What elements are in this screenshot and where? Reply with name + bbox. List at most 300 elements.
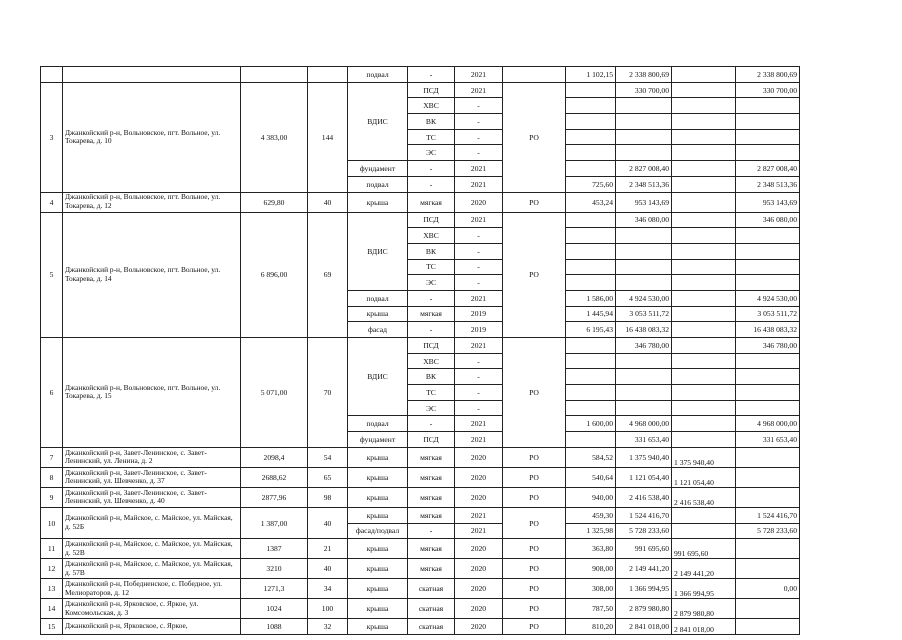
row-number: 9 xyxy=(41,487,63,507)
total-cell xyxy=(736,98,800,114)
volume-cell xyxy=(566,161,616,177)
work-type-cell: крыша xyxy=(348,599,408,619)
total-cell: 330 700,00 xyxy=(736,82,800,98)
funding-cell xyxy=(672,243,736,259)
funding-cell xyxy=(672,432,736,448)
ro-cell: РО xyxy=(503,579,566,599)
work-type-cell: подвал xyxy=(348,176,408,192)
total-cell xyxy=(736,129,800,145)
volume-cell: 1 586,00 xyxy=(566,290,616,306)
funding-cell: 1 366 994,95 xyxy=(672,579,736,599)
year-cell: 2020 xyxy=(455,467,503,487)
work-subtype-cell: мягкая xyxy=(408,467,455,487)
work-subtype-cell: скатная xyxy=(408,579,455,599)
ro-cell: РО xyxy=(503,559,566,579)
work-subtype-cell: мягкая xyxy=(408,539,455,559)
year-cell: - xyxy=(455,259,503,275)
work-subtype-cell: скатная xyxy=(408,599,455,619)
funding-cell xyxy=(672,259,736,275)
work-subtype-cell: ПСД xyxy=(408,212,455,228)
work-subtype-cell: ЭС xyxy=(408,145,455,161)
address-cell: Джанкойский р-н, Майское, с. Майское, ул. Майская, д. 57В xyxy=(63,559,241,579)
work-type-cell: ВДИС xyxy=(348,212,408,290)
volume-cell: 584,52 xyxy=(566,447,616,467)
area-cell: 1271,3 xyxy=(241,579,308,599)
area-cell: 5 071,00 xyxy=(241,338,308,448)
cost-cell: 2 338 800,69 xyxy=(616,67,672,83)
total-cell xyxy=(736,539,800,559)
volume-cell: 363,80 xyxy=(566,539,616,559)
year-cell: 2021 xyxy=(455,507,503,523)
volume-cell xyxy=(566,259,616,275)
funding-cell xyxy=(672,176,736,192)
work-type-cell: крыша xyxy=(348,306,408,322)
total-cell: 5 728 233,60 xyxy=(736,523,800,539)
work-subtype-cell: скатная xyxy=(408,619,455,635)
work-subtype-cell: ХВС xyxy=(408,353,455,369)
area-cell: 629,80 xyxy=(241,192,308,212)
count-cell: 69 xyxy=(308,212,348,338)
work-type-cell: подвал xyxy=(348,67,408,83)
volume-cell: 940,00 xyxy=(566,487,616,507)
work-type-cell: ВДИС xyxy=(348,338,408,416)
cost-cell xyxy=(616,98,672,114)
volume-cell xyxy=(566,338,616,354)
funding-cell xyxy=(672,82,736,98)
work-subtype-cell: мягкая xyxy=(408,507,455,523)
volume-cell: 1 102,15 xyxy=(566,67,616,83)
work-subtype-cell: ВК xyxy=(408,243,455,259)
area-cell: 1 387,00 xyxy=(241,507,308,538)
work-type-cell: крыша xyxy=(348,447,408,467)
cost-cell xyxy=(616,275,672,291)
funding-cell xyxy=(672,67,736,83)
count-cell: 100 xyxy=(308,599,348,619)
row-number: 5 xyxy=(41,212,63,338)
table-row xyxy=(41,619,800,635)
funding-cell xyxy=(672,523,736,539)
total-cell xyxy=(736,447,800,467)
work-subtype-cell: мягкая xyxy=(408,487,455,507)
year-cell: 2020 xyxy=(455,579,503,599)
count-cell: 70 xyxy=(308,338,348,448)
volume-cell xyxy=(566,228,616,244)
year-cell: - xyxy=(455,129,503,145)
work-type-cell: крыша xyxy=(348,487,408,507)
ro-cell: РО xyxy=(503,539,566,559)
count-cell: 144 xyxy=(308,82,348,192)
cost-cell: 16 438 083,32 xyxy=(616,322,672,338)
cost-cell: 2 348 513,36 xyxy=(616,176,672,192)
address-cell: Джанкойский р-н, Завет-Ленинское, с. Завет-Ленинский, ул. Шевченко, д. 37 xyxy=(63,467,241,487)
volume-cell: 540,64 xyxy=(566,467,616,487)
year-cell: 2020 xyxy=(455,619,503,635)
total-cell: 346 780,00 xyxy=(736,338,800,354)
total-cell: 953 143,69 xyxy=(736,192,800,212)
area-cell xyxy=(241,67,308,83)
cost-cell: 4 968 000,00 xyxy=(616,416,672,432)
work-subtype-cell: ЭС xyxy=(408,400,455,416)
table-row xyxy=(41,579,800,599)
total-cell: 4 968 000,00 xyxy=(736,416,800,432)
address-cell: Джанкойский р-н, Завет-Ленинское, с. Завет-Ленинский, ул. Ленина, д. 2 xyxy=(63,447,241,467)
row-number: 6 xyxy=(41,338,63,448)
address-cell: Джанкойский р-н, Ярковское, с. Яркое, ул. Комсомольская, д. 3 xyxy=(63,599,241,619)
count-cell: 34 xyxy=(308,579,348,599)
cost-cell: 2 416 538,40 xyxy=(616,487,672,507)
total-cell xyxy=(736,243,800,259)
table-row xyxy=(41,82,800,98)
funding-cell xyxy=(672,416,736,432)
volume-cell: 787,50 xyxy=(566,599,616,619)
cost-cell: 1 366 994,95 xyxy=(616,579,672,599)
volume-cell: 459,30 xyxy=(566,507,616,523)
cost-cell: 4 924 530,00 xyxy=(616,290,672,306)
year-cell: - xyxy=(455,98,503,114)
volume-cell xyxy=(566,400,616,416)
row-number: 7 xyxy=(41,447,63,467)
cost-cell: 991 695,60 xyxy=(616,539,672,559)
cost-cell xyxy=(616,145,672,161)
total-cell xyxy=(736,599,800,619)
volume-cell xyxy=(566,275,616,291)
funding-cell xyxy=(672,306,736,322)
work-subtype-cell: - xyxy=(408,416,455,432)
work-subtype-cell: ВК xyxy=(408,114,455,130)
ro-cell: РО xyxy=(503,82,566,192)
volume-cell: 6 195,43 xyxy=(566,322,616,338)
total-cell xyxy=(736,259,800,275)
year-cell: - xyxy=(455,114,503,130)
cost-cell xyxy=(616,353,672,369)
year-cell: 2020 xyxy=(455,559,503,579)
cost-cell xyxy=(616,243,672,259)
total-cell xyxy=(736,114,800,130)
row-number xyxy=(41,67,63,83)
work-type-cell: фасад/подвал xyxy=(348,523,408,539)
total-cell xyxy=(736,487,800,507)
year-cell: 2020 xyxy=(455,487,503,507)
count-cell: 40 xyxy=(308,507,348,538)
volume-cell: 725,60 xyxy=(566,176,616,192)
funding-cell xyxy=(672,369,736,385)
work-subtype-cell: - xyxy=(408,523,455,539)
volume-cell: 308,00 xyxy=(566,579,616,599)
total-cell: 4 924 530,00 xyxy=(736,290,800,306)
ro-cell: РО xyxy=(503,599,566,619)
total-cell xyxy=(736,369,800,385)
volume-cell xyxy=(566,385,616,401)
funding-cell xyxy=(672,212,736,228)
cost-cell: 1 375 940,40 xyxy=(616,447,672,467)
funding-cell xyxy=(672,192,736,212)
cost-cell: 2 841 018,00 xyxy=(616,619,672,635)
cost-cell xyxy=(616,114,672,130)
work-subtype-cell: ТС xyxy=(408,259,455,275)
cost-cell xyxy=(616,400,672,416)
area-cell: 3210 xyxy=(241,559,308,579)
volume-cell xyxy=(566,432,616,448)
volume-cell: 810,20 xyxy=(566,619,616,635)
total-cell xyxy=(736,145,800,161)
area-cell: 2877,96 xyxy=(241,487,308,507)
cost-cell xyxy=(616,228,672,244)
total-cell xyxy=(736,619,800,635)
total-cell: 0,00 xyxy=(736,579,800,599)
address-cell: Джанкойский р-н, Майское, с. Майское, ул. Майская, д. 52Б xyxy=(63,507,241,538)
year-cell: 2020 xyxy=(455,599,503,619)
total-cell: 2 348 513,36 xyxy=(736,176,800,192)
work-subtype-cell: ХВС xyxy=(408,228,455,244)
year-cell: - xyxy=(455,275,503,291)
table-row xyxy=(41,67,800,83)
work-subtype-cell: мягкая xyxy=(408,559,455,579)
work-subtype-cell: ПСД xyxy=(408,432,455,448)
table-row xyxy=(41,507,800,523)
address-cell xyxy=(63,67,241,83)
cost-cell: 330 700,00 xyxy=(616,82,672,98)
volume-cell: 908,00 xyxy=(566,559,616,579)
work-subtype-cell: - xyxy=(408,290,455,306)
year-cell: 2021 xyxy=(455,432,503,448)
area-cell: 2688,62 xyxy=(241,467,308,487)
total-cell: 1 524 416,70 xyxy=(736,507,800,523)
work-subtype-cell: ВК xyxy=(408,369,455,385)
volume-cell xyxy=(566,98,616,114)
address-cell: Джанкойский р-н, Майское, с. Майское, ул. Майская, д. 52В xyxy=(63,539,241,559)
work-subtype-cell: ПСД xyxy=(408,338,455,354)
funding-cell xyxy=(672,275,736,291)
ro-cell xyxy=(503,67,566,83)
work-type-cell: фундамент xyxy=(348,161,408,177)
work-type-cell: крыша xyxy=(348,539,408,559)
funding-cell: 991 695,60 xyxy=(672,539,736,559)
cost-cell xyxy=(616,259,672,275)
cost-cell xyxy=(616,129,672,145)
year-cell: 2021 xyxy=(455,338,503,354)
funding-cell xyxy=(672,114,736,130)
year-cell: 2020 xyxy=(455,539,503,559)
funding-cell: 2 416 538,40 xyxy=(672,487,736,507)
count-cell: 98 xyxy=(308,487,348,507)
area-cell: 1024 xyxy=(241,599,308,619)
funding-cell xyxy=(672,400,736,416)
year-cell: 2021 xyxy=(455,82,503,98)
work-type-cell: крыша xyxy=(348,507,408,523)
volume-cell xyxy=(566,353,616,369)
work-type-cell: крыша xyxy=(348,192,408,212)
cost-cell: 3 053 511,72 xyxy=(616,306,672,322)
row-number: 11 xyxy=(41,539,63,559)
ro-cell: РО xyxy=(503,192,566,212)
volume-cell: 1 325,98 xyxy=(566,523,616,539)
work-type-cell: подвал xyxy=(348,416,408,432)
year-cell: 2021 xyxy=(455,161,503,177)
table-row xyxy=(41,447,800,467)
table-row xyxy=(41,212,800,228)
total-cell xyxy=(736,559,800,579)
table-row xyxy=(41,487,800,507)
row-number: 8 xyxy=(41,467,63,487)
area-cell: 2098,4 xyxy=(241,447,308,467)
cost-cell: 346 080,00 xyxy=(616,212,672,228)
year-cell: 2021 xyxy=(455,212,503,228)
year-cell: 2019 xyxy=(455,306,503,322)
total-cell: 16 438 083,32 xyxy=(736,322,800,338)
year-cell: - xyxy=(455,369,503,385)
work-type-cell: крыша xyxy=(348,467,408,487)
row-number: 4 xyxy=(41,192,63,212)
funding-cell xyxy=(672,353,736,369)
year-cell: 2021 xyxy=(455,176,503,192)
cost-cell: 1 121 054,40 xyxy=(616,467,672,487)
work-subtype-cell: - xyxy=(408,176,455,192)
year-cell: 2020 xyxy=(455,447,503,467)
ro-cell: РО xyxy=(503,212,566,338)
year-cell: 2020 xyxy=(455,192,503,212)
row-number: 15 xyxy=(41,619,63,635)
total-cell: 3 053 511,72 xyxy=(736,306,800,322)
ro-cell: РО xyxy=(503,507,566,538)
row-number: 10 xyxy=(41,507,63,538)
table-row xyxy=(41,599,800,619)
volume-cell xyxy=(566,145,616,161)
year-cell: - xyxy=(455,385,503,401)
work-subtype-cell: мягкая xyxy=(408,447,455,467)
cost-cell: 2 827 008,40 xyxy=(616,161,672,177)
funding-cell xyxy=(672,129,736,145)
cost-cell: 2 879 980,80 xyxy=(616,599,672,619)
work-type-cell: подвал xyxy=(348,290,408,306)
ro-cell: РО xyxy=(503,619,566,635)
table-row xyxy=(41,192,800,212)
area-cell: 1387 xyxy=(241,539,308,559)
count-cell: 40 xyxy=(308,192,348,212)
volume-cell: 453,24 xyxy=(566,192,616,212)
volume-cell xyxy=(566,114,616,130)
table-row xyxy=(41,338,800,354)
count-cell: 65 xyxy=(308,467,348,487)
work-type-cell: фундамент xyxy=(348,432,408,448)
total-cell xyxy=(736,385,800,401)
ro-cell: РО xyxy=(503,467,566,487)
work-subtype-cell: - xyxy=(408,161,455,177)
area-cell: 1088 xyxy=(241,619,308,635)
funding-cell xyxy=(672,507,736,523)
cost-cell: 346 780,00 xyxy=(616,338,672,354)
count-cell: 54 xyxy=(308,447,348,467)
works-table xyxy=(40,66,800,635)
funding-cell xyxy=(672,98,736,114)
total-cell xyxy=(736,275,800,291)
address-cell: Джанкойский р-н, Вольновское, пгт. Вольное, ул. Токарева, д. 15 xyxy=(63,338,241,448)
cost-cell xyxy=(616,385,672,401)
cost-cell: 5 728 233,60 xyxy=(616,523,672,539)
volume-cell xyxy=(566,369,616,385)
funding-cell xyxy=(672,228,736,244)
work-subtype-cell: ХВС xyxy=(408,98,455,114)
address-cell: Джанкойский р-н, Вольновское, пгт. Вольное, ул. Токарева, д. 14 xyxy=(63,212,241,338)
total-cell xyxy=(736,228,800,244)
cost-cell: 953 143,69 xyxy=(616,192,672,212)
address-cell: Джанкойский р-н, Завет-Ленинское, с. Завет-Ленинский, ул. Шевченко, д. 40 xyxy=(63,487,241,507)
total-cell: 331 653,40 xyxy=(736,432,800,448)
table-body xyxy=(41,67,800,635)
address-cell: Джанкойский р-н, Вольновское, пгт. Вольное, ул. Токарева, д. 12 xyxy=(63,192,241,212)
year-cell: 2021 xyxy=(455,523,503,539)
work-subtype-cell: мягкая xyxy=(408,192,455,212)
total-cell: 346 080,00 xyxy=(736,212,800,228)
row-number: 12 xyxy=(41,559,63,579)
cost-cell xyxy=(616,369,672,385)
volume-cell: 1 445,94 xyxy=(566,306,616,322)
year-cell: - xyxy=(455,228,503,244)
total-cell xyxy=(736,400,800,416)
funding-cell xyxy=(672,338,736,354)
work-type-cell: крыша xyxy=(348,559,408,579)
count-cell xyxy=(308,67,348,83)
funding-cell xyxy=(672,161,736,177)
table-row xyxy=(41,467,800,487)
table-row xyxy=(41,539,800,559)
total-cell: 2 338 800,69 xyxy=(736,67,800,83)
funding-cell xyxy=(672,145,736,161)
area-cell: 4 383,00 xyxy=(241,82,308,192)
funding-cell: 1 121 054,40 xyxy=(672,467,736,487)
row-number: 14 xyxy=(41,599,63,619)
funding-cell: 2 149 441,20 xyxy=(672,559,736,579)
work-subtype-cell: мягкая xyxy=(408,306,455,322)
count-cell: 32 xyxy=(308,619,348,635)
work-type-cell: фасад xyxy=(348,322,408,338)
ro-cell: РО xyxy=(503,487,566,507)
work-type-cell: крыша xyxy=(348,619,408,635)
row-number: 13 xyxy=(41,579,63,599)
address-cell: Джанкойский р-н, Вольновское, пгт. Вольное, ул. Токарева, д. 10 xyxy=(63,82,241,192)
work-type-cell: крыша xyxy=(348,579,408,599)
work-subtype-cell: - xyxy=(408,67,455,83)
cost-cell: 1 524 416,70 xyxy=(616,507,672,523)
funding-cell: 2 841 018,00 xyxy=(672,619,736,635)
work-subtype-cell: ПСД xyxy=(408,82,455,98)
funding-cell xyxy=(672,322,736,338)
table-row xyxy=(41,559,800,579)
year-cell: 2019 xyxy=(455,322,503,338)
count-cell: 21 xyxy=(308,539,348,559)
year-cell: - xyxy=(455,400,503,416)
cost-cell: 331 653,40 xyxy=(616,432,672,448)
funding-cell xyxy=(672,385,736,401)
funding-cell xyxy=(672,290,736,306)
ro-cell: РО xyxy=(503,338,566,448)
volume-cell xyxy=(566,212,616,228)
cost-cell: 2 149 441,20 xyxy=(616,559,672,579)
volume-cell xyxy=(566,129,616,145)
year-cell: 2021 xyxy=(455,67,503,83)
year-cell: - xyxy=(455,243,503,259)
year-cell: 2021 xyxy=(455,290,503,306)
work-subtype-cell: - xyxy=(408,322,455,338)
year-cell: - xyxy=(455,145,503,161)
row-number: 3 xyxy=(41,82,63,192)
work-type-cell: ВДИС xyxy=(348,82,408,160)
funding-cell: 2 879 980,80 xyxy=(672,599,736,619)
total-cell xyxy=(736,353,800,369)
work-subtype-cell: ТС xyxy=(408,385,455,401)
work-subtype-cell: ТС xyxy=(408,129,455,145)
ro-cell: РО xyxy=(503,447,566,467)
volume-cell: 1 600,00 xyxy=(566,416,616,432)
